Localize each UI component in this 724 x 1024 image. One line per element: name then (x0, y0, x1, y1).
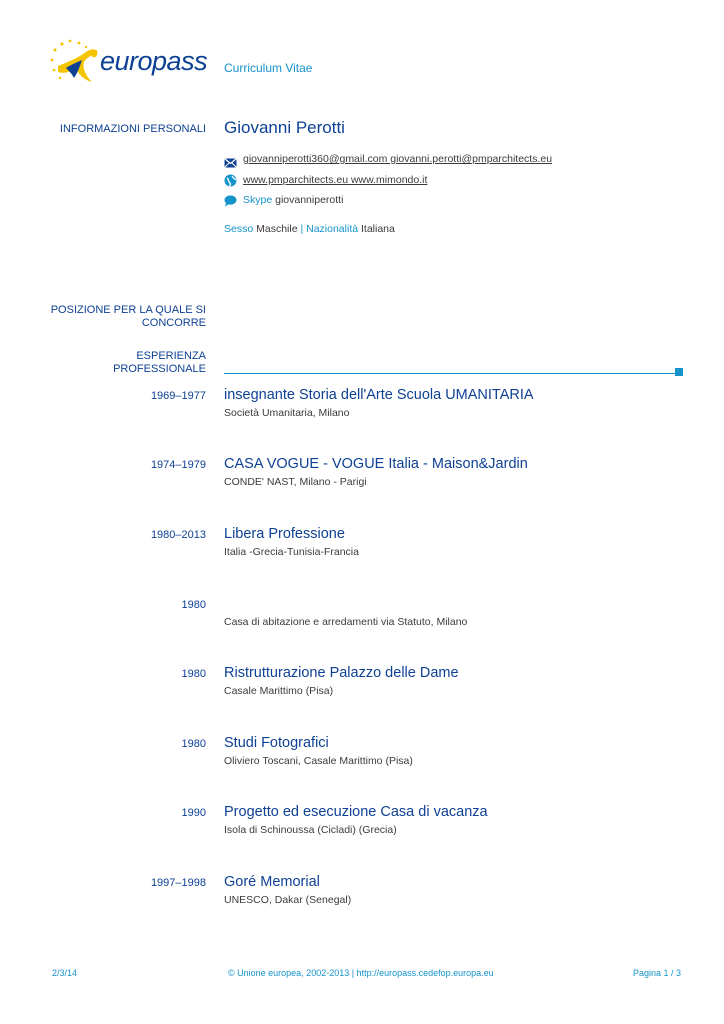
experience-title: CASA VOGUE - VOGUE Italia - Maison&Jardin (224, 456, 528, 472)
experience-title: insegnante Storia dell'Arte Scuola UMANITARIA (224, 387, 534, 403)
experience-detail: Oliviero Toscani, Casale Marittimo (Pisa) (224, 755, 413, 767)
experience-date: 1969–1977 (150, 390, 206, 402)
globe-icon (224, 174, 237, 192)
website-link[interactable]: www.pmparchitects.eu www.mimondo.it (243, 174, 428, 186)
experience-detail: CONDE' NAST, Milano - Parigi (224, 476, 367, 488)
experience-detail: Società Umanitaria, Milano (224, 407, 350, 419)
experience-title: Libera Professione (224, 526, 345, 542)
experience-date: 1980 (181, 599, 206, 611)
experience-title: Ristrutturazione Palazzo delle Dame (224, 665, 459, 681)
nationality-value: Italiana (361, 223, 395, 235)
experience-date: 1990 (181, 807, 206, 819)
experience-title: Goré Memorial (224, 874, 320, 890)
skype-label: Skype (243, 194, 273, 206)
experience-detail: Casale Marittimo (Pisa) (224, 685, 334, 697)
chat-bubble-icon (224, 194, 237, 212)
person-name: Giovanni Perotti (224, 118, 345, 137)
sex-label: Sesso (224, 223, 254, 235)
experience-title: Progetto ed esecuzione Casa di vacanza (224, 804, 488, 820)
separator: | (300, 223, 304, 235)
experience-label-line1: ESPERIENZA (136, 350, 206, 362)
experience-label-line2: PROFESSIONALE (113, 363, 206, 375)
website-links[interactable] (243, 174, 427, 186)
email-addresses[interactable] (243, 153, 552, 165)
section-divider-square (675, 368, 683, 376)
position-label-line1: POSIZIONE PER LA QUALE SI (50, 304, 206, 316)
europass-logo (48, 38, 210, 90)
email-link[interactable]: giovanniperotti360@gmail.com giovanni.perotti@pmparchitects.eu (243, 153, 553, 165)
position-label-line2: CONCORRE (141, 317, 206, 329)
footer-date: 2/3/14 (52, 968, 78, 978)
nationality-label: Nazionalità (306, 223, 359, 235)
footer-page-number: Pagina 1 / 3 (632, 968, 681, 978)
experience-detail: Isola di Schinoussa (Cicladi) (Grecia) (224, 824, 397, 836)
skype-line (243, 194, 343, 206)
europass-logo-text: europass (100, 46, 208, 76)
section-divider-line (224, 373, 675, 374)
sex-value: Maschile (256, 223, 298, 235)
document-title: Curriculum Vitae (224, 61, 313, 75)
email-icon (224, 155, 237, 173)
experience-detail: Italia -Grecia-Tunisia-Francia (224, 546, 359, 558)
experience-title: Studi Fotografici (224, 735, 329, 751)
experience-date: 1997–1998 (150, 877, 206, 889)
footer-copyright[interactable]: © Unione europea, 2002-2013 | http://europass.cedefop.europa.eu (228, 968, 494, 978)
section-label-personal-info: INFORMAZIONI PERSONALI (59, 123, 206, 135)
experience-detail: UNESCO, Dakar (Senegal) (224, 894, 352, 906)
experience-detail: Casa di abitazione e arredamenti via Statuto, Milano (224, 616, 468, 628)
section-label-position (20, 304, 206, 330)
experience-date: 1974–1979 (150, 459, 206, 471)
experience-date: 1980 (181, 668, 206, 680)
skype-value: giovanniperotti (275, 194, 344, 206)
experience-date: 1980–2013 (150, 529, 206, 541)
experience-date: 1980 (181, 738, 206, 750)
section-label-experience (20, 350, 206, 376)
sex-nationality-line (224, 223, 395, 235)
